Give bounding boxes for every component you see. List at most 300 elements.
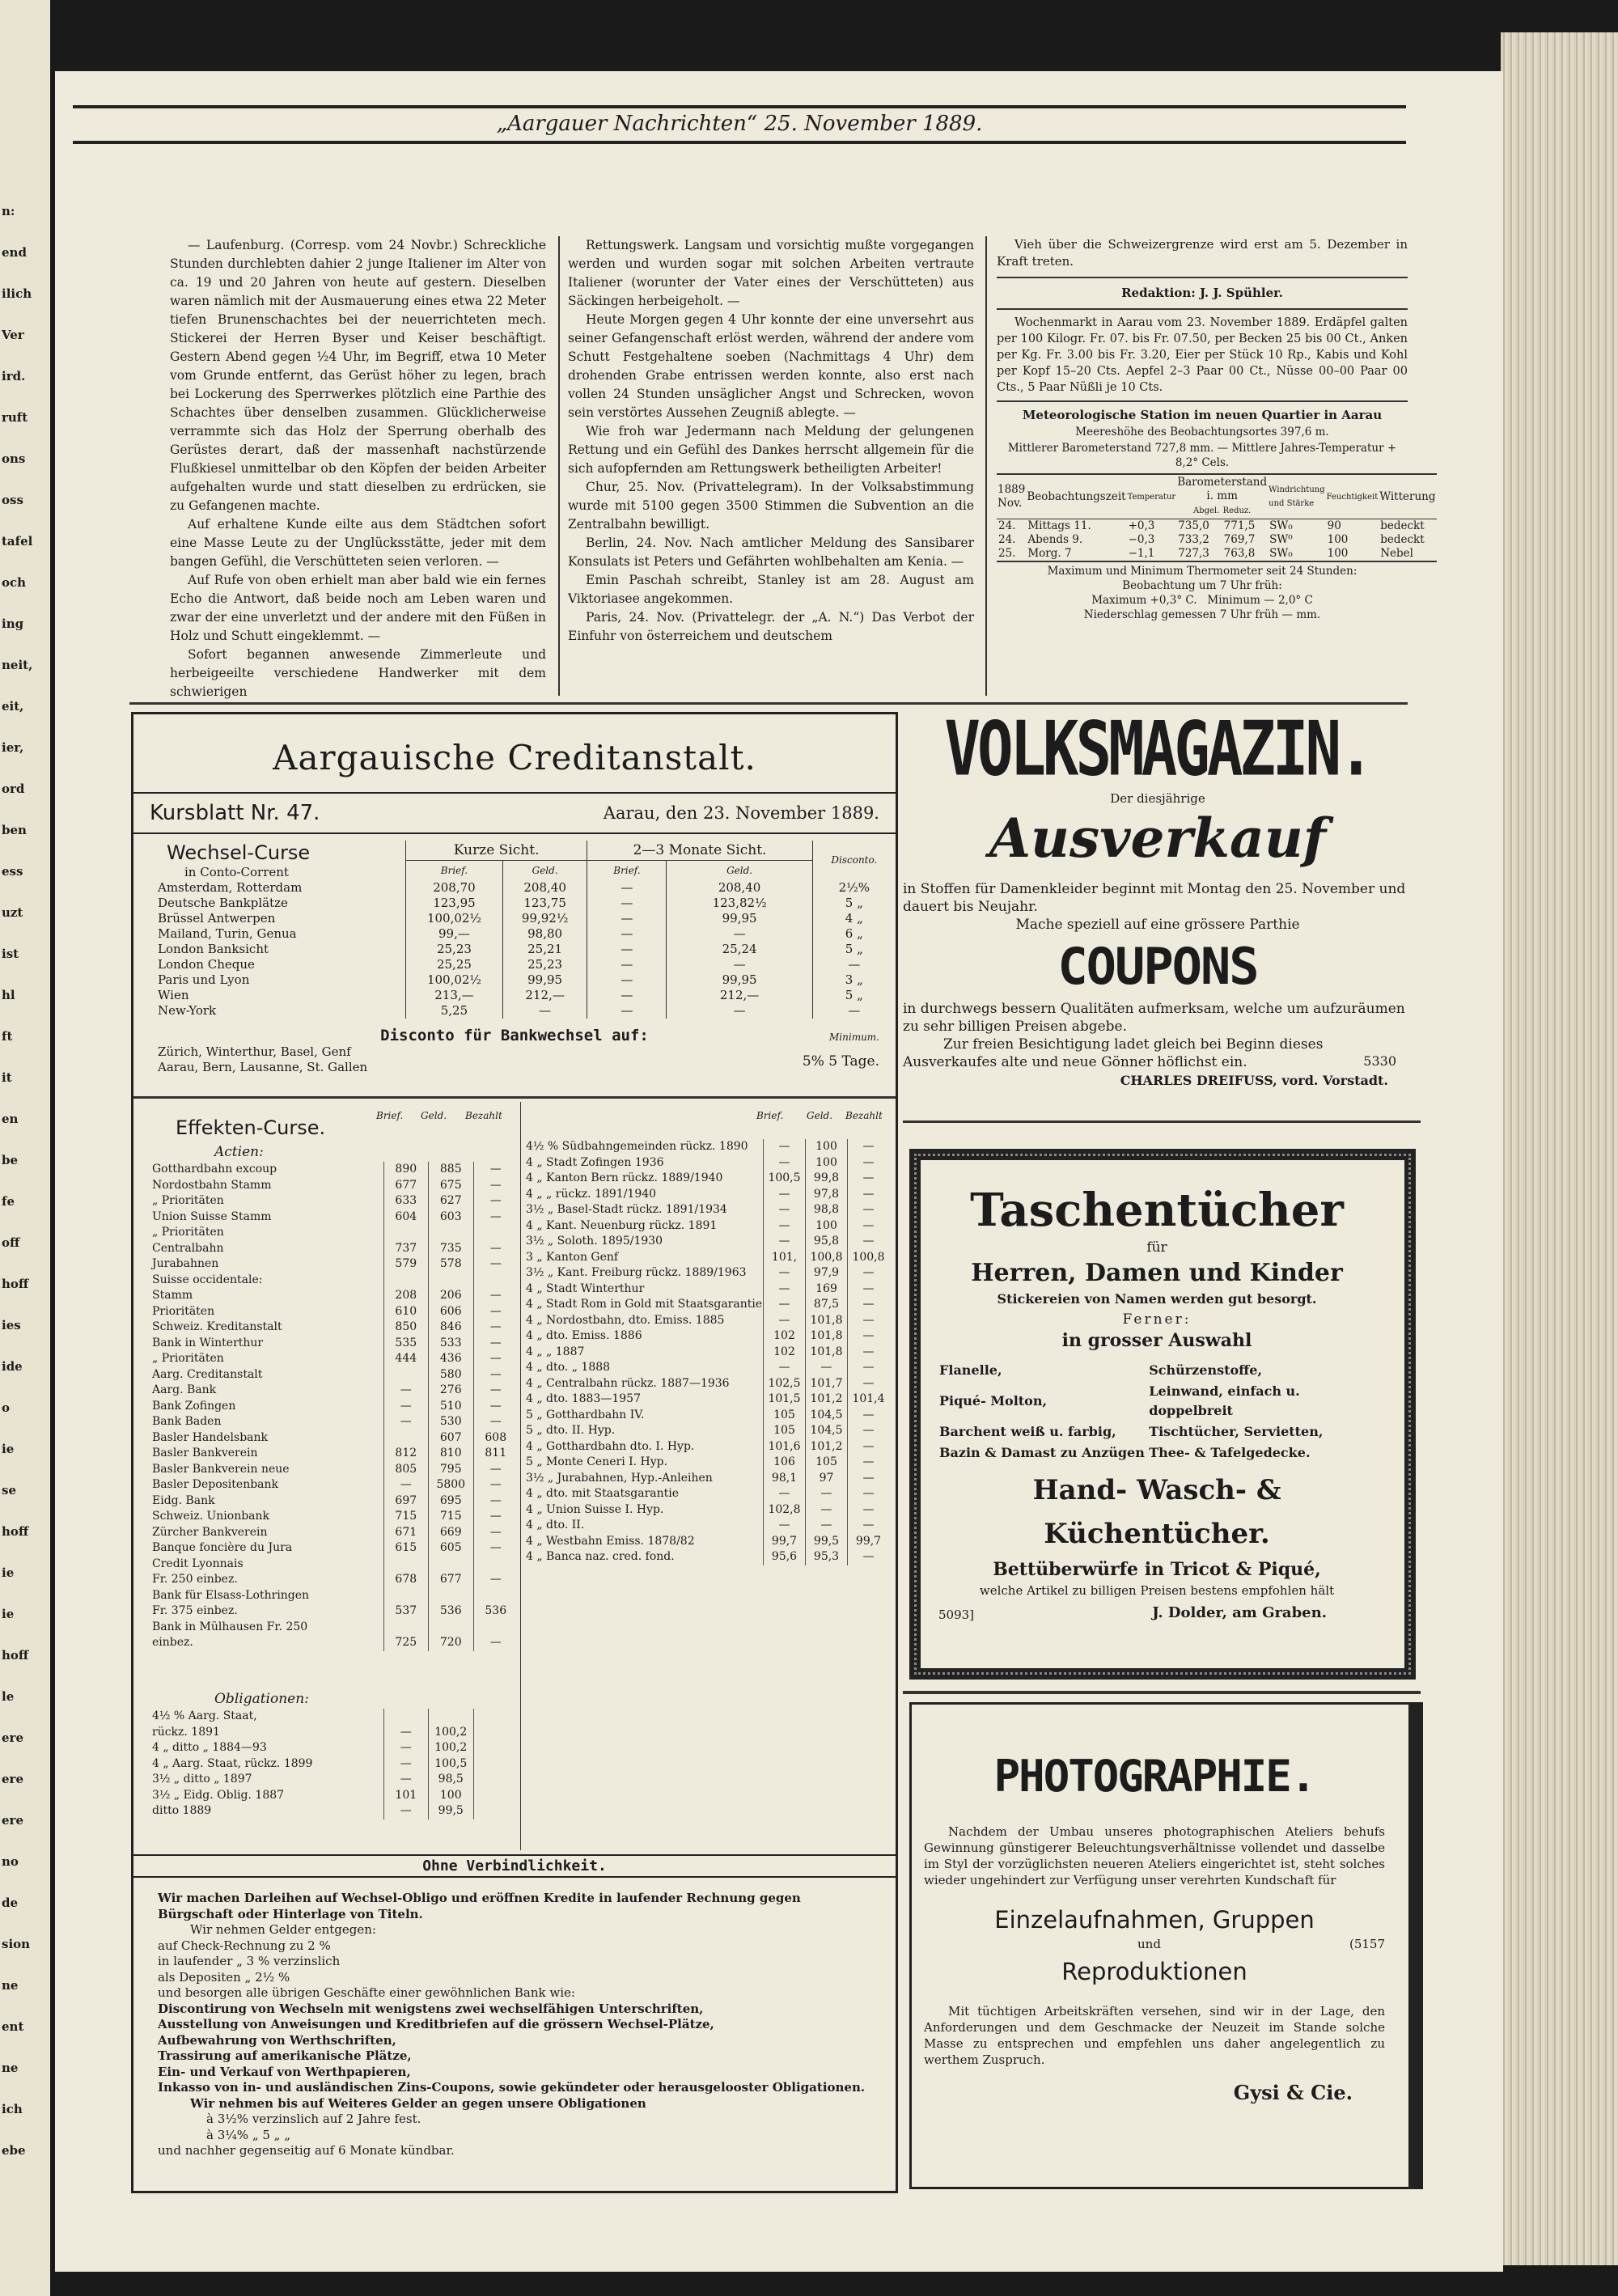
security-value <box>473 1588 518 1604</box>
security-name: Fr. 250 einbez. <box>152 1573 238 1586</box>
eff-geld-right: Geld. <box>807 1110 833 1121</box>
table-row <box>150 1772 518 1788</box>
side-fragment: ilich <box>2 286 32 301</box>
wechsel-place: Paris und Lyon <box>158 972 250 987</box>
security-value: 100,5 <box>764 1171 806 1187</box>
security-value: — <box>848 1486 890 1502</box>
wechsel-value: 6 „ <box>812 926 896 942</box>
weather-row <box>997 533 1437 547</box>
side-fragment: ent <box>2 2019 24 2034</box>
wechsel-row <box>133 942 896 957</box>
security-value: — <box>764 1234 806 1250</box>
side-fragment: hl <box>2 988 15 1002</box>
security-name: „ Prioritäten <box>152 1226 224 1239</box>
security-value: 610 <box>383 1304 428 1320</box>
actien-label: Actien: <box>214 1144 264 1160</box>
table-row <box>150 1493 518 1510</box>
paragraph: Wie froh war Jedermann nach Meldung der gelungenen Rettung und ein Gefühl des Dankes herrscht allgemein für die sich aufopfernden am Rettungswerk betheiligten Arbeiter! <box>568 424 974 476</box>
security-name: 4 „ Banca naz. cred. fond. <box>526 1550 675 1563</box>
security-value: — <box>764 1265 806 1281</box>
security-value: — <box>764 1187 806 1203</box>
photographie-p1: Nachdem der Umbau unseres photographischen Ateliers behufs Gewinnung günstigerer Beleuchtungsverhältnisse vollendet und dasselbe im Styl der vorzüglichsten neueren Ateliers eingerichtet ist, steht solches wieder ungehindert zur Verfügung unser verehrten Kundschaft für <box>924 1824 1385 1887</box>
list-item-left: Bazin & Damast zu Anzügen <box>939 1445 1145 1460</box>
eff-bezahlt-right: Bezahlt <box>845 1110 883 1121</box>
security-value: — <box>383 1477 428 1493</box>
taschentuecher-hand: Hand- Wasch- & Küchentücher. <box>1032 1474 1281 1550</box>
list-row <box>938 1442 1375 1464</box>
disconto-places-1: Zürich, Winterthur, Basel, Genf <box>158 1044 351 1059</box>
security-value: — <box>848 1423 890 1439</box>
security-name: 4 „ Nordostbahn, dto. Emiss. 1885 <box>526 1313 725 1327</box>
table-row <box>523 1549 889 1565</box>
security-value: 98,8 <box>806 1202 848 1218</box>
security-name: Gotthardbahn excoup <box>152 1163 277 1176</box>
security-value: 100,8 <box>806 1250 848 1266</box>
table-row <box>150 1367 518 1383</box>
wechsel-subtitle: in Conto-Corrent <box>184 865 289 879</box>
security-value: — <box>383 1756 428 1773</box>
geld-header: Geld. <box>502 861 587 881</box>
security-value: 535 <box>383 1336 428 1352</box>
wechsel-row <box>133 880 896 896</box>
side-fragment: it <box>2 1070 12 1085</box>
wechsel-value: — <box>587 880 667 896</box>
photographie-signature: Gysi & Cie. <box>1233 2081 1353 2104</box>
side-fragment: ne <box>2 1978 19 1993</box>
security-value: 102,8 <box>764 1502 806 1519</box>
wechsel-value: 213,— <box>406 988 503 1003</box>
security-name: 3½ „ ditto „ 1897 <box>152 1773 252 1786</box>
met-maximum: Maximum +0,3° C. <box>1091 594 1197 607</box>
security-value: 715 <box>429 1509 473 1525</box>
effekten-title: Effekten-Curse. <box>176 1116 326 1139</box>
security-value: — <box>473 1320 518 1336</box>
security-name: 4 „ Centralbahn rückz. 1887—1936 <box>526 1376 730 1390</box>
weather-cell: Morg. 7 <box>1027 547 1072 560</box>
wechsel-value: 99,95 <box>502 972 587 988</box>
met-footer-2: Beobachtung um 7 Uhr früh: <box>1122 579 1282 592</box>
kursblatt-number: Kursblatt Nr. 47. <box>150 801 320 825</box>
security-name: 4 „ dto. 1883—1957 <box>526 1392 641 1405</box>
security-value: — <box>848 1139 890 1155</box>
security-value: — <box>848 1502 890 1519</box>
security-value: 106 <box>764 1455 806 1471</box>
security-value <box>429 1709 473 1725</box>
security-value <box>473 1709 518 1725</box>
list-item-left: Piqué- Molton, <box>939 1393 1048 1409</box>
weather-table <box>997 473 1437 562</box>
security-name: „ Prioritäten <box>152 1352 224 1365</box>
security-value: — <box>848 1345 890 1361</box>
table-row <box>150 1603 518 1620</box>
security-value: 675 <box>429 1178 473 1194</box>
weather-cell: +0,3 <box>1128 519 1155 532</box>
disconto-places-2: Aarau, Bern, Lausanne, St. Gallen <box>158 1060 368 1074</box>
security-name: Bank in Winterthur <box>152 1336 264 1349</box>
security-name: Centralbahn <box>152 1241 224 1255</box>
weather-cell: 90 <box>1327 519 1341 532</box>
security-value <box>473 1725 518 1741</box>
security-value: 890 <box>383 1162 428 1178</box>
rule <box>133 1096 896 1099</box>
bank-footer-line: Wir nehmen bis auf Weiteres Gelder an gegen unsere Obligationen <box>190 2095 646 2111</box>
article-paris: Paris, 24. Nov. (Privattelegr. der „A. N.“) Das Verbot der Einfuhr von österreichem und deutschem <box>568 610 974 643</box>
security-value: — <box>473 1209 518 1226</box>
security-name: 4 „ ditto „ 1884—93 <box>152 1741 267 1754</box>
wechsel-place: Amsterdam, Rotterdam <box>158 880 303 895</box>
security-name: Union Suisse Stamm <box>152 1209 272 1223</box>
security-name: 3½ „ Kant. Freiburg rückz. 1889/1963 <box>526 1266 747 1279</box>
taschentuecher-footer <box>938 1604 1375 1630</box>
weather-cell: 763,8 <box>1223 547 1256 560</box>
rule <box>997 277 1408 278</box>
wechsel-row <box>133 926 896 942</box>
weather-cell: 733,2 <box>1178 533 1209 546</box>
obligationen-table <box>150 1709 518 1819</box>
security-name: 3½ „ Soloth. 1895/1930 <box>526 1235 663 1248</box>
wechsel-value: 25,21 <box>502 942 587 957</box>
security-value: — <box>848 1202 890 1218</box>
security-value: 795 <box>429 1462 473 1478</box>
security-value: — <box>473 1178 518 1194</box>
security-value: — <box>848 1408 890 1424</box>
table-row <box>150 1256 518 1273</box>
table-row <box>150 1383 518 1399</box>
table-row <box>150 1430 518 1447</box>
bank-footer-line: à 3¼% „ 5 „ „ <box>206 2127 290 2142</box>
side-fragment: ie <box>2 1607 15 1621</box>
side-fragment: ons <box>2 451 26 466</box>
wechsel-value: 99,95 <box>667 972 812 988</box>
wechsel-value: — <box>667 1003 812 1019</box>
table-row <box>523 1234 889 1250</box>
bank-footer-line: Wir machen Darleihen auf Wechsel-Obligo und eröffnen Kredite in laufender Rechnung gegen Bürgschaft oder Hinterlage von Titeln. <box>158 1891 801 1921</box>
security-value <box>473 1273 518 1289</box>
table-row <box>523 1455 889 1471</box>
security-value: 95,8 <box>806 1234 848 1250</box>
wechsel-heading <box>133 841 406 880</box>
table-row <box>150 1209 518 1226</box>
security-value: 677 <box>429 1572 473 1588</box>
security-value: 101,4 <box>848 1392 890 1408</box>
security-value <box>473 1756 518 1773</box>
table-row <box>523 1376 889 1392</box>
wechsel-value: — <box>667 926 812 942</box>
security-name: 3½ „ Jurabahnen, Hyp.-Anleihen <box>526 1471 713 1485</box>
side-fragment: uzt <box>2 905 23 920</box>
article-berlin: Berlin, 24. Nov. Nach amtlicher Meldung des Sansibarer Konsulats ist Peters und Gefährten wohlbehalten am Kenia. — <box>568 536 974 569</box>
kursblatt-row <box>133 792 896 834</box>
side-fragment: ird. <box>2 369 26 383</box>
wechsel-value: 100,02½ <box>406 972 503 988</box>
security-value: 697 <box>383 1493 428 1510</box>
table-row <box>150 1178 518 1194</box>
side-fragment: be <box>2 1153 19 1167</box>
side-fragment: ere <box>2 1730 23 1745</box>
bank-footer-line: Wir nehmen Gelder entgegen: <box>190 1922 376 1937</box>
volksmagazin-number: 5330 <box>1363 1053 1396 1069</box>
security-value: 720 <box>429 1635 473 1651</box>
bank-footer <box>133 1878 896 2159</box>
table-row <box>523 1313 889 1329</box>
security-value: 100 <box>806 1139 848 1155</box>
security-value: 99,5 <box>806 1534 848 1550</box>
wechsel-value: — <box>587 957 667 972</box>
list-row <box>938 1360 1375 1381</box>
security-name: 4 „ Stadt Winterthur <box>526 1281 645 1295</box>
table-row <box>150 1193 518 1209</box>
security-value: — <box>848 1155 890 1171</box>
security-name: Aarg. Bank <box>152 1383 217 1396</box>
table-row <box>150 1414 518 1430</box>
side-fragment: och <box>2 575 27 590</box>
disconto-title: Disconto für Bankwechsel auf: <box>380 1027 649 1044</box>
weather-cell: 727,3 <box>1178 547 1209 560</box>
weather-header-wind: Windrichtung und Stärke <box>1269 485 1325 508</box>
volksmagazin-p1: in Stoffen für Damenkleider beginnt mit Montag den 25. November und dauert bis Neujahr. <box>903 881 1406 915</box>
bank-footer-line: Ausstellung von Anweisungen und Kreditbriefen auf die grössern Wechsel-Plätze, <box>158 2017 714 2031</box>
table-row <box>150 1320 518 1336</box>
wechsel-value: 25,23 <box>502 957 587 972</box>
security-value <box>473 1772 518 1788</box>
side-fragment: hoff <box>2 1524 29 1539</box>
security-value: 100 <box>806 1218 848 1235</box>
taschentuecher-stick: Stickereien von Namen werden gut besorgt. <box>997 1291 1317 1307</box>
side-fragment: ere <box>2 1772 23 1786</box>
security-value: — <box>473 1193 518 1209</box>
table-row <box>150 1803 518 1819</box>
wechsel-value: 5 „ <box>812 942 896 957</box>
page-header-title: „Aargauer Nachrichten“ 25. November 1889. <box>496 112 983 136</box>
security-value: 606 <box>429 1304 473 1320</box>
side-fragment: le <box>2 1689 15 1704</box>
wechsel-value: 208,40 <box>502 880 587 896</box>
security-value: 101,2 <box>806 1392 848 1408</box>
list-item-right: Schürzenstoffe, <box>1149 1362 1263 1378</box>
bank-footer-line: und nachher gegenseitig auf 6 Monate kündbar. <box>158 2143 455 2158</box>
weather-cell: Abends 9. <box>1027 533 1083 546</box>
wechsel-value: 25,24 <box>667 942 812 957</box>
security-value <box>473 1788 518 1804</box>
table-row <box>523 1171 889 1187</box>
table-row <box>523 1345 889 1361</box>
table-row <box>150 1399 518 1415</box>
security-name: Eidg. Bank <box>152 1493 215 1507</box>
security-value: 811 <box>473 1446 518 1462</box>
table-row <box>523 1297 889 1313</box>
side-fragment: ist <box>2 947 19 961</box>
security-value: 725 <box>383 1635 428 1651</box>
security-value: 95,3 <box>806 1549 848 1565</box>
photographie-und: und <box>1137 1937 1161 1951</box>
table-row <box>150 1336 518 1352</box>
security-value: — <box>473 1367 518 1383</box>
side-fragment: hoff <box>2 1648 29 1663</box>
security-value <box>383 1430 428 1447</box>
table-row <box>523 1202 889 1218</box>
security-value: 97,8 <box>806 1187 848 1203</box>
security-value: — <box>473 1493 518 1510</box>
wechsel-value: 100,02½ <box>406 911 503 926</box>
wechsel-value: 4 „ <box>812 911 896 926</box>
security-value: — <box>764 1297 806 1313</box>
eff-brief-right: Brief. <box>756 1110 784 1121</box>
side-fragment: ebe <box>2 2143 26 2158</box>
security-value: 669 <box>429 1525 473 1541</box>
side-fragment: ess <box>2 864 23 879</box>
security-value: — <box>848 1234 890 1250</box>
weather-cell: 24. <box>998 519 1016 532</box>
security-value: 101 <box>383 1788 428 1804</box>
paragraph: Rettungswerk. Langsam und vorsichtig mußte vorgegangen werden und wurden sogar mit solchen Arbeiten vertraute Italiener (worunter der Vater eines der Verschütteten) aus Säckingen herbeigeholt. — <box>568 238 974 308</box>
wechsel-row <box>133 972 896 988</box>
security-name: 4 „ Westbahn Emiss. 1878/82 <box>526 1534 695 1548</box>
volksmagazin-sub: Der diesjährige <box>1110 791 1205 806</box>
side-fragment: Ver <box>2 328 24 342</box>
wechsel-value: 5 „ <box>812 988 896 1003</box>
wechsel-value: 5,25 <box>406 1003 503 1019</box>
security-value: — <box>764 1486 806 1502</box>
weather-cell: 735,0 <box>1178 519 1209 532</box>
table-row <box>523 1250 889 1266</box>
security-value <box>383 1620 428 1636</box>
weather-header-conditions: Witterung <box>1379 489 1436 503</box>
side-fragment: n: <box>2 204 15 218</box>
table-row <box>523 1187 889 1203</box>
security-value: 671 <box>383 1525 428 1541</box>
monate-sicht-header: 2—3 Monate Sicht. <box>587 841 812 861</box>
security-value: 810 <box>429 1446 473 1462</box>
security-name: ditto 1889 <box>152 1804 212 1817</box>
security-value: — <box>473 1477 518 1493</box>
taschentuecher-bett: Bettüberwürfe in Tricot & Piqué, <box>993 1559 1321 1580</box>
security-value: — <box>473 1414 518 1430</box>
wechsel-value: — <box>587 926 667 942</box>
security-value: 100,5 <box>429 1756 473 1773</box>
security-value: 101,8 <box>806 1328 848 1345</box>
side-fragment: ich <box>2 2102 23 2116</box>
column-2 <box>568 236 974 646</box>
table-row <box>150 1225 518 1241</box>
security-value: 633 <box>383 1193 428 1209</box>
security-value <box>473 1740 518 1756</box>
taschentuecher-line: welche Artikel zu billigen Preisen bestens empfohlen hält <box>979 1583 1335 1598</box>
security-value: 678 <box>383 1572 428 1588</box>
security-value: 100,2 <box>429 1740 473 1756</box>
security-name: 4 „ Aarg. Staat, rückz. 1899 <box>152 1756 313 1770</box>
weather-cell: 100 <box>1327 533 1349 546</box>
weather-cell: SW₀ <box>1269 547 1293 560</box>
wechsel-value: — <box>587 942 667 957</box>
disconto-header: Disconto. <box>812 841 896 880</box>
table-row <box>523 1408 889 1424</box>
wechsel-value: — <box>587 896 667 911</box>
security-value: 608 <box>473 1430 518 1447</box>
coupons-heading: COUPONS <box>1057 937 1258 996</box>
wechsel-place: Brüssel Antwerpen <box>158 911 276 926</box>
security-value: — <box>848 1376 890 1392</box>
security-value: 604 <box>383 1209 428 1226</box>
wochenmarkt-report: Wochenmarkt in Aarau vom 23. November 1889. Erdäpfel galten per 100 Kilogr. Fr. 07. bis Fr. 07.50, per Becken 25 bis 00 Ct., Anken per Kg. Fr. 3.00 bis Fr. 3.20, Eier per Stück 10 Rp., Kabis und Kohl per Kopf 15–20 Cts. Aepfel 2–3 Paar 00 Ct., Nüsse 00–00 Paar 00 Cts., 5 Paar Nüßli je 10 Cts. <box>997 316 1408 394</box>
side-fragment: neit, <box>2 658 33 672</box>
brief-header: Brief. <box>406 861 503 881</box>
side-fragment: ing <box>2 616 24 631</box>
wechsel-place: London Banksicht <box>158 942 269 956</box>
security-value: 99,8 <box>806 1171 848 1187</box>
security-name: Prioritäten <box>152 1304 215 1318</box>
security-value: — <box>806 1486 848 1502</box>
security-value: — <box>383 1803 428 1819</box>
effekten-section <box>133 1102 896 1854</box>
met-minimum: Minimum — 2,0° C <box>1207 594 1313 607</box>
security-value: 276 <box>429 1383 473 1399</box>
weather-row <box>997 519 1437 534</box>
security-name: 4 „ dto. mit Staatsgarantie <box>526 1487 680 1500</box>
rule <box>903 1691 1421 1694</box>
security-value <box>383 1588 428 1604</box>
weather-cell: −0,3 <box>1128 533 1155 546</box>
security-value: — <box>383 1399 428 1415</box>
table-row <box>523 1360 889 1376</box>
security-value: 100,2 <box>429 1725 473 1741</box>
security-value: 735 <box>429 1241 473 1257</box>
security-name: 4½ % Südbahngemeinden rückz. 1890 <box>526 1140 748 1153</box>
column-divider <box>985 236 987 696</box>
kursblatt-date: Aarau, den 23. November 1889. <box>603 803 879 823</box>
page-stack-edge <box>1501 32 1618 2265</box>
side-fragment: ben <box>2 823 27 837</box>
rule <box>997 308 1408 310</box>
security-value <box>383 1557 428 1573</box>
wechsel-value: 2½% <box>812 880 896 896</box>
table-row <box>150 1540 518 1557</box>
wechsel-row <box>133 911 896 926</box>
weather-row <box>997 547 1437 561</box>
security-value: — <box>848 1218 890 1235</box>
security-name: Stamm <box>152 1289 193 1302</box>
volksmagazin-p2: Mache speziell auf eine grössere Parthie <box>1015 917 1300 933</box>
wechsel-row <box>133 957 896 972</box>
security-value: 97,9 <box>806 1265 848 1281</box>
table-row <box>523 1155 889 1171</box>
list-row <box>938 1381 1375 1421</box>
security-value: — <box>764 1155 806 1171</box>
weather-header-baro-label: Barometerstand i. mm <box>1177 476 1268 502</box>
security-value: 101,5 <box>764 1392 806 1408</box>
security-value: 99,7 <box>764 1534 806 1550</box>
effekten-left-table <box>150 1162 518 1651</box>
security-value: 603 <box>429 1209 473 1226</box>
security-value: 846 <box>429 1320 473 1336</box>
security-value: — <box>473 1162 518 1178</box>
paragraph: Auf erhaltene Kunde eilte aus dem Städtchen sofort eine Masse Leute zu der Unglücksstätte, jeder mit dem bangen Gefühl, die Verschütteten seien verloren. — <box>170 517 546 569</box>
security-value: 105 <box>806 1455 848 1471</box>
security-value <box>473 1803 518 1819</box>
table-row <box>150 1588 518 1604</box>
security-value: — <box>848 1549 890 1565</box>
security-value: 100,8 <box>848 1250 890 1266</box>
side-fragment: ne <box>2 2061 19 2075</box>
security-name: 4 „ Stadt Zofingen 1936 <box>526 1155 664 1169</box>
table-row <box>523 1281 889 1298</box>
security-name: Bank Zofingen <box>152 1399 236 1413</box>
side-fragment: ord <box>2 782 25 796</box>
taschentuecher-signature: J. Dolder, am Graben. <box>1152 1604 1327 1621</box>
bank-footer-line: Inkasso von in- und ausländischen Zins-Coupons, sowie gekündeter oder herausgelooster Obligationen. <box>158 2080 866 2095</box>
adjacent-page-fragment <box>0 0 50 2296</box>
security-value: — <box>473 1635 518 1651</box>
security-name: 4 „ dto. Emiss. 1886 <box>526 1329 642 1342</box>
